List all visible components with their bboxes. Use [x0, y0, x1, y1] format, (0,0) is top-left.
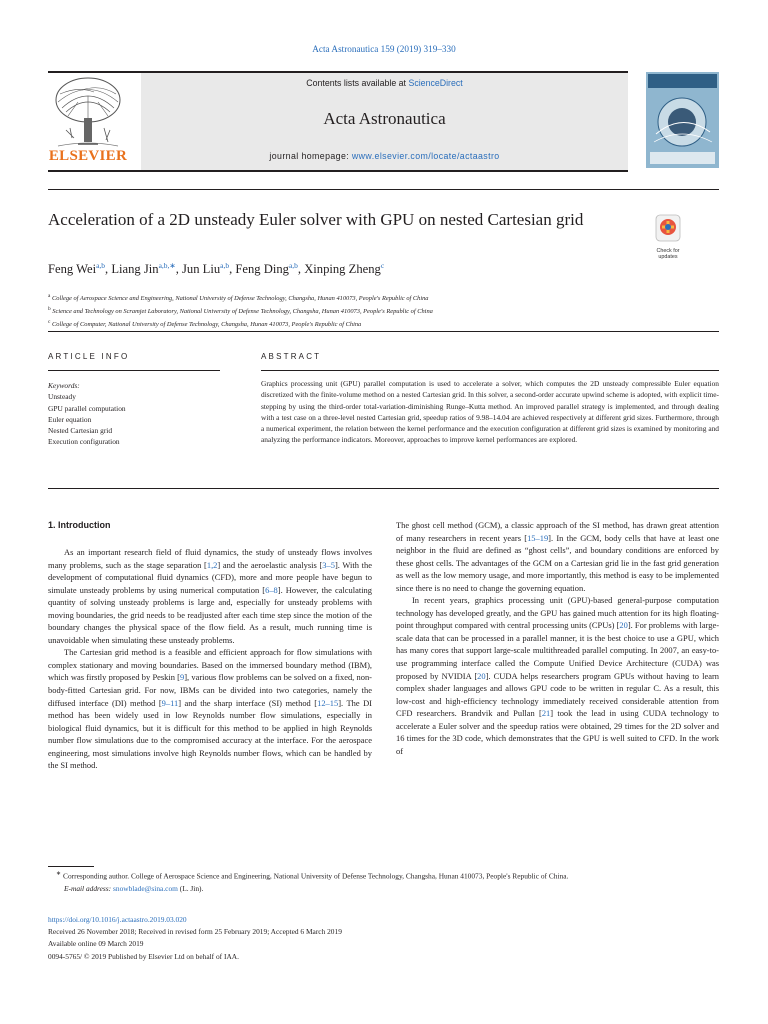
paragraph-text: ]. CUDA helps researchers program GPUs without having to learn complex shader languages and allows GPU code to be written in regular C. As a result, this low-cost and high-efficiency technology immediately received considerable attention from CFD researchers. Brandvik and Pullan [ — [396, 670, 719, 719]
paragraph-text: ] and the sharp interface (SI) method [ — [178, 697, 318, 708]
crossmark-line1: Check for — [656, 248, 680, 254]
author-list: Feng Wei$^{a,b}$, Liang Jin$^{a,b,∗}$, Jun Liu$^{a,b}$, Feng Ding$^{a,b}$, Xinping Zheng$^c$ — [48, 261, 385, 277]
paragraph-text: ]. In the GCM, body cells that have at least one neighbor in the fluid are defined as “ghost cells”, and boundary conditions are enforced by these ghost cells. The advantages of the GCM on a Cartesian grid lie in the fast grid generation as well as the low memory usage, and more importantly, this method is easy to be implemented since there is no need to change the governing equation. — [396, 532, 719, 593]
available-online: Available online 09 March 2019 — [48, 939, 144, 949]
contents-prefix: Contents lists available at — [306, 78, 409, 88]
crossmark-icon — [648, 213, 688, 243]
abstract-separator — [48, 488, 719, 489]
author[interactable]: Liang Jin$^{a,b,∗}$ — [111, 261, 176, 277]
affiliation: $^a$ College of Aerospace Science and Engineering, National University of Defense Technology, Changsha, Hunan 410073, People's Republic of China — [48, 293, 429, 303]
paragraph-text: In recent years, graphics processing unit (GPU)-based general-purpose computation technology has developed greatly, and the GPU has gained much attention for its high floating-point throughput compared with central processing units (CPUs) [ — [396, 595, 719, 631]
paragraph-text: As an important research field of fluid dynamics, the study of unsteady flows involves many problems, such as the stage separation [ — [48, 547, 372, 570]
contents-line — [141, 78, 628, 88]
received-dates: Received 26 November 2018; Received in revised form 25 February 2019; Accepted 6 March 2019 — [48, 927, 342, 937]
keyword: Execution configuration — [48, 437, 120, 447]
keyword: Unsteady — [48, 392, 76, 402]
citation-link[interactable]: 12–15 — [317, 697, 339, 708]
sciencedirect-link[interactable]: ScienceDirect — [408, 78, 463, 88]
body-paragraph — [396, 519, 719, 594]
copyright: 0094-5765/ © 2019 Published by Elsevier Ltd on behalf of IAA. — [48, 951, 239, 961]
citation-link[interactable]: 1,2 — [206, 559, 218, 570]
footnote-rule — [48, 866, 94, 867]
citation-link[interactable]: 9 — [180, 672, 185, 683]
journal-reference[interactable]: Acta Astronautica 159 (2019) 319–330 — [312, 44, 456, 54]
keyword: GPU parallel computation — [48, 403, 126, 413]
header-separator — [48, 189, 719, 190]
citation-link[interactable]: 6–8 — [265, 584, 278, 595]
publication-info — [48, 914, 342, 963]
affiliations — [48, 291, 433, 330]
journal-cover-thumbnail[interactable] — [646, 72, 719, 168]
abstract-rule — [261, 370, 719, 371]
elsevier-wordmark[interactable]: ELSEVIER — [48, 148, 128, 164]
body-paragraph — [396, 594, 719, 757]
citation-link[interactable]: 9–11 — [161, 697, 179, 708]
section-heading-introduction: 1. Introduction — [48, 520, 111, 530]
email-link[interactable]: snowblade@sina.com — [113, 883, 178, 893]
author[interactable]: Feng Ding$^{a,b}$ — [235, 261, 298, 277]
paragraph-text: ]. However, the calculating quantity of solving unsteady problems is large and, especially for unsteady problems with moving boundaries, the grid needs to be readjusted after each time step since the motion of the boundary changes the physical space of the flow field. As a result, much running time is unavoidable when simulating these unsteady problems. — [48, 584, 372, 645]
abstract-heading: ABSTRACT — [261, 352, 322, 361]
body-paragraph — [48, 546, 372, 646]
citation-link[interactable]: 15–19 — [527, 532, 549, 543]
body-column-right — [396, 519, 719, 757]
paragraph-text: The Cartesian grid method is a feasible and efficient approach for flow simulations with complex stationary and moving boundaries. Based on the immersed boundary method (IBM), which was firstly proposed by Peskin [ — [48, 647, 372, 683]
author[interactable]: Jun Liu$^{a,b}$ — [182, 261, 230, 277]
keyword: Nested Cartesian grid — [48, 426, 113, 436]
citation-link[interactable]: 20 — [619, 620, 628, 631]
paragraph-text: ]. For problems with large-scale data that can be processed in a parallel manner, it is the best choice to use a GPU, which has many cores that support large-scale multithreaded parallel computing. In 2007, an easy-to-use programming interface called the Compute Unified Device Architecture (CUDA) was proposed by NVIDIA [ — [396, 620, 719, 681]
paragraph-text: The ghost cell method (GCM), a classic approach of the SI method, has drawn great attention of many researchers in recent years [ — [396, 520, 719, 543]
homepage-prefix: journal homepage: — [269, 151, 352, 161]
body-column-left — [48, 546, 372, 772]
author[interactable]: Feng Wei$^{a,b}$ — [48, 261, 106, 277]
citation-link[interactable]: 20 — [477, 670, 486, 681]
journal-homepage — [141, 151, 628, 161]
corresponding-author-note: ∗ Corresponding author. College of Aerospace Science and Engineering, National University of Defense Technology, Changsha, Hunan 410073, People's Republic of China. — [56, 871, 569, 881]
email-line: E-mail address: snowblade@sina.com (L. Jin). — [64, 883, 204, 893]
abstract-text: Graphics processing unit (GPU) parallel computation is used to accelerate a solver, which computes the 2D unsteady compressible Euler equation discretized with the finite-volume method on a nested Cartesian grid. In this solver, a second-order accurate upwind scheme is adopted, with explicit time-stepping by using the third-order total-variation-diminishing Runge–Kutta method. An improved parallel strategy is implemented, and through dealing with a test case on a three-level nested Cartesian grid, speedup ratios of 9.98–14.04 are achieved respectively at different grid sizes. Furthermore, through a numerical experiment, the relation between the kernel performance and the execution configuration at different grid sizes is examined by monitoring and analyzing the performance indicators. Moreover, approaches to improve kernel performances are explored. — [261, 379, 719, 445]
paragraph-text: ]. With the development of computational fluid dynamics (CFD), more and more people have begun to simulate unsteady problems by using numerical computation [ — [48, 559, 372, 595]
article-title: Acceleration of a 2D unsteady Euler solver with GPU on nested Cartesian grid — [48, 210, 584, 229]
homepage-link[interactable]: www.elsevier.com/locate/actaastro — [351, 151, 500, 161]
keyword: Euler equation — [48, 414, 92, 424]
footnote — [48, 868, 719, 895]
crossmark-line2: updates — [658, 254, 678, 260]
paragraph-text: ], various flow problems can be solved on a fixed, non-body-fitted Cartesian grid. For now, IBMs can be divided into two categories, namely the diffused interface (DI) method [ — [48, 672, 372, 708]
paragraph-text: ] took the lead in using CUDA technology to accelerate a Euler solver and the speedup ratios were obtained, 29 times for the 2D solver and 16 times for the 3D code, which demonstrates that the GPU is well suited to CFD. In the work of — [396, 708, 720, 756]
affiliation: $^b$ Science and Technology on Scramjet Laboratory, National University of Defense Technology, Changsha, Hunan 410073, People's Republic of China — [48, 306, 433, 316]
citation-link[interactable]: 3–5 — [322, 559, 335, 570]
header-rule-bottom — [48, 170, 628, 172]
title-block-separator — [48, 331, 719, 332]
journal-title: Acta Astronautica — [323, 109, 446, 128]
elsevier-tree-logo — [48, 72, 128, 160]
keywords-block — [48, 380, 126, 448]
paragraph-text: ] and the aeroelastic analysis [ — [217, 559, 323, 570]
paragraph-text: ]. The DI method has been widely used in low Reynolds number flow simulations, especially in biological fluid dynamics, but it is difficult for this method to be applied in high Reynolds number flow simulations due to the compromised accuracy at the interface. For the aerospace engineering, most simulations involve high Reynolds number flows, which can be handled by the SI method. — [48, 697, 372, 771]
author[interactable]: Xinping Zheng$^c$ — [304, 261, 385, 277]
body-paragraph — [48, 646, 372, 771]
citation-link[interactable]: 21 — [541, 708, 551, 719]
article-info-rule — [48, 370, 220, 371]
check-for-updates-badge[interactable] — [648, 213, 688, 263]
keywords-label: Keywords: — [48, 381, 80, 390]
article-info-heading: ARTICLE INFO — [48, 352, 130, 361]
doi-link[interactable]: https://doi.org/10.1016/j.actaastro.2019.03.020 — [48, 915, 187, 924]
affiliation: $^c$ College of Computer, National University of Defense Technology, Changsha, Hunan 410073, People's Republic of China — [48, 319, 362, 329]
